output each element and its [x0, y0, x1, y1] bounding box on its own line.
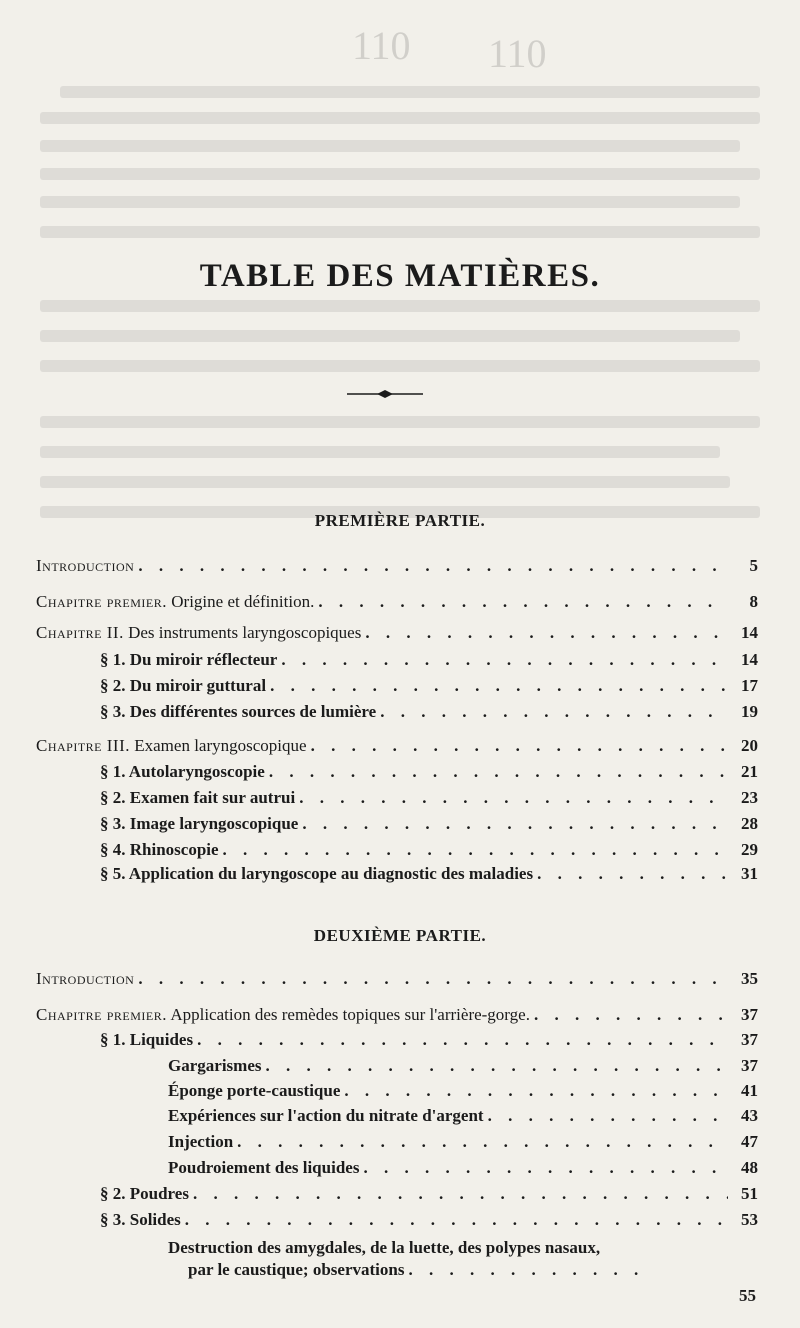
dot-leader: [363, 1158, 728, 1178]
dot-leader: [265, 1056, 728, 1076]
dot-leader: [302, 814, 728, 834]
dot-leader: [193, 1184, 728, 1204]
toc-entry-page: 8: [749, 592, 758, 611]
toc-entry-label: § 1. Autolaryngoscopie: [100, 762, 265, 781]
dot-leader: [138, 969, 728, 989]
toc-entry-page: 43: [741, 1106, 758, 1125]
toc-entry-label: § 4. Rhinoscopie: [100, 840, 219, 859]
toc-entry-label: § 2. Du miroir guttural: [100, 676, 267, 695]
toc-entry-label-line1: Destruction des amygdales, de la luette, des polypes nasaux,: [168, 1238, 601, 1257]
toc-entry-page: 51: [741, 1184, 758, 1203]
toc-entry[interactable]: [100, 864, 758, 888]
toc-entry-page: 53: [741, 1210, 758, 1229]
toc-entry-page: 20: [741, 736, 758, 755]
part-heading-2: DEUXIÈME PARTIE.: [313, 926, 487, 945]
toc-entry[interactable]: [100, 650, 758, 674]
toc-entry-page: 14: [741, 623, 758, 642]
toc-entry-label: Éponge porte-caustique: [168, 1081, 341, 1100]
dot-leader: [311, 736, 728, 756]
part-heading-1: PREMIÈRE PARTIE.: [314, 511, 486, 530]
toc-entry-label: § 1. Du miroir réflecteur: [100, 650, 278, 669]
dot-leader: [223, 840, 728, 860]
toc-entry[interactable]: [100, 702, 758, 726]
toc-entry-label: § 2. Examen fait sur autrui: [100, 788, 296, 807]
toc-entry-page: 19: [741, 702, 758, 721]
toc-entry-label: Application des remèdes topiques sur l'arrière-gorge.: [170, 1005, 530, 1024]
toc-entry[interactable]: [168, 1056, 758, 1080]
toc-entry[interactable]: [168, 1132, 758, 1156]
toc-entry-label: Injection: [168, 1132, 234, 1151]
toc-entry[interactable]: [36, 1005, 758, 1029]
toc-entry[interactable]: [100, 840, 758, 864]
dot-leader: [488, 1106, 728, 1126]
dot-leader: [537, 864, 728, 884]
dot-leader: [197, 1030, 728, 1050]
toc-entry-label: Des instruments laryngoscopiques: [128, 623, 362, 642]
dot-leader: [269, 762, 728, 782]
dot-leader: [138, 556, 728, 576]
dot-leader: [281, 650, 728, 670]
chapter-prefix: Chapitre III.: [36, 736, 130, 755]
dot-leader: [318, 592, 728, 612]
toc-entry[interactable]: [100, 1184, 758, 1208]
toc-entry-label: § 5. Application du laryngoscope au diagnostic des maladies: [100, 864, 534, 883]
toc-entry[interactable]: [36, 969, 758, 993]
toc-entry-page: 23: [741, 788, 758, 807]
chapter-prefix: Chapitre premier.: [36, 1005, 168, 1024]
toc-entry[interactable]: [100, 1210, 758, 1234]
chapter-prefix: Chapitre premier.: [36, 592, 168, 611]
toc-entry-page: 37: [741, 1005, 758, 1024]
toc-entry[interactable]: [36, 556, 758, 580]
toc-entry-label: Introduction: [36, 969, 135, 988]
toc-entry[interactable]: [36, 592, 758, 616]
toc-entry-page: 37: [741, 1030, 758, 1049]
toc-entry-page: 17: [741, 676, 758, 695]
toc-entry-page: 28: [741, 814, 758, 833]
toc-entry-label: Gargarismes: [168, 1056, 262, 1075]
dot-leader: [408, 1260, 648, 1280]
toc-entry[interactable]: [168, 1158, 758, 1182]
toc-entry-label: § 3. Image laryngoscopique: [100, 814, 299, 833]
page-title: TABLE DES MATIÈRES.: [199, 258, 601, 294]
toc-entry-page: 5: [749, 556, 758, 575]
toc-entry[interactable]: [100, 676, 758, 700]
toc-entry-page: 31: [741, 864, 758, 883]
dot-leader: [270, 676, 728, 696]
toc-entry-page: 47: [741, 1132, 758, 1151]
toc-entry[interactable]: [168, 1081, 758, 1105]
bleed-through: 110 110: [0, 0, 800, 540]
toc-entry-page: 21: [741, 762, 758, 781]
toc-entry[interactable]: [36, 623, 758, 647]
dot-leader: [380, 702, 728, 722]
chapter-prefix: Chapitre II.: [36, 623, 124, 642]
toc-entry-label: Examen laryngoscopique: [134, 736, 307, 755]
toc-entry-label: Expériences sur l'action du nitrate d'argent: [168, 1106, 484, 1125]
toc-entry-page: 41: [741, 1081, 758, 1100]
toc-entry-label: § 3. Des différentes sources de lumière: [100, 702, 377, 721]
toc-entry-label: Poudroiement des liquides: [168, 1158, 360, 1177]
toc-entry-label: Introduction: [36, 556, 135, 575]
toc-entry-label: par le caustique; observations: [188, 1260, 405, 1279]
toc-entry-label: § 1. Liquides: [100, 1030, 194, 1049]
toc-entry-label: § 3. Solides: [100, 1210, 181, 1229]
dot-leader: [237, 1132, 728, 1152]
toc-entry[interactable]: [168, 1236, 758, 1284]
ornament-rule: [345, 388, 425, 400]
dot-leader: [299, 788, 728, 808]
page-number: 55: [739, 1286, 756, 1305]
toc-entry-label: § 2. Poudres: [100, 1184, 189, 1203]
toc-entry-page: 35: [741, 969, 758, 988]
toc-entry[interactable]: [36, 736, 758, 760]
dot-leader: [365, 623, 728, 643]
toc-entry[interactable]: [168, 1106, 758, 1130]
toc-entry-page: 29: [741, 840, 758, 859]
toc-entry[interactable]: [100, 788, 758, 812]
toc-entry[interactable]: [100, 762, 758, 786]
toc-entry[interactable]: [100, 814, 758, 838]
toc-entry-page: 48: [741, 1158, 758, 1177]
dot-leader: [534, 1005, 728, 1025]
toc-entry[interactable]: [100, 1030, 758, 1054]
dot-leader: [344, 1081, 728, 1101]
toc-entry-page: 14: [741, 650, 758, 669]
dot-leader: [185, 1210, 728, 1230]
toc-entry-page: 37: [741, 1056, 758, 1075]
toc-entry-label: Origine et définition.: [171, 592, 315, 611]
